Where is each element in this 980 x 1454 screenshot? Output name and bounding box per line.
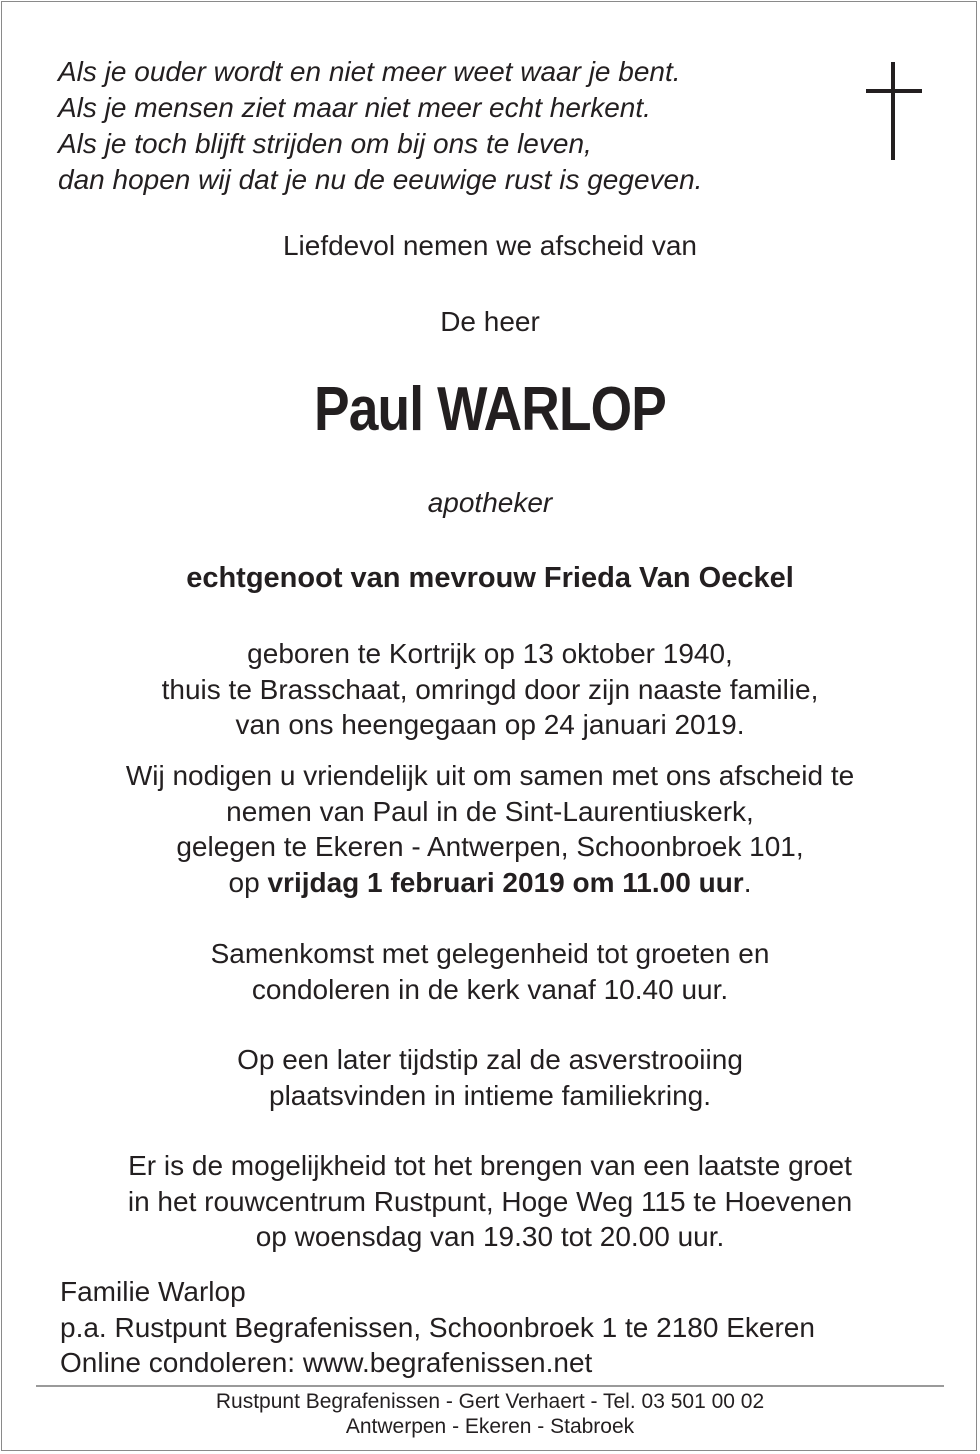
poem-line: Als je toch blijft strijden om bij ons te leven, <box>58 128 592 159</box>
online-condolence-link[interactable]: Online condoleren: www.begrafenissen.net <box>60 1347 593 1378</box>
deceased-name: Paul WARLOP <box>314 375 666 444</box>
footer-line: Rustpunt Begrafenissen - Gert Verhaert - Tel. 03 501 00 02 <box>215 1390 765 1413</box>
visit-line: Er is de mogelijkheid tot het brengen van een laatste groet <box>128 1150 852 1181</box>
family-name: Familie Warlop <box>60 1276 246 1307</box>
detail-line: geboren te Kortrijk op 13 oktober 1940, <box>247 638 733 669</box>
invite-line: gelegen te Ekeren - Antwerpen, Schoonbroek 101, <box>176 831 804 862</box>
intro-text: Liefdevol nemen we afscheid van <box>282 230 698 261</box>
poem-line: dan hopen wij dat je nu de eeuwige rust is gegeven. <box>58 164 703 195</box>
poem <box>58 54 702 198</box>
detail-line: thuis te Brasschaat, omringd door zijn naaste familie, <box>161 673 819 705</box>
poem-line: Als je mensen ziet maar niet meer echt herkent. <box>58 92 651 123</box>
gathering-info <box>0 936 980 1007</box>
profession: apotheker <box>427 487 553 518</box>
funeral-invitation <box>0 758 980 900</box>
gathering-line: Samenkomst met gelegenheid tot groeten en <box>210 938 770 969</box>
detail-line: van ons heengegaan op 24 januari 2019. <box>235 709 745 740</box>
invite-line: nemen van Paul in de Sint-Laurentiuskerk, <box>226 795 754 827</box>
visit-line: in het rouwcentrum Rustpunt, Hoge Weg 115 te Hoevenen <box>127 1185 853 1217</box>
footer-divider <box>36 1385 944 1387</box>
cross-icon <box>864 62 924 160</box>
footer-line: Antwerpen - Ekeren - Stabroek <box>345 1415 635 1438</box>
funeral-date: vrijdag 1 februari 2019 om 11.00 uur <box>267 866 744 898</box>
scatter-line: plaatsvinden in intieme familiekring. <box>269 1079 711 1111</box>
scatter-line: Op een later tijdstip zal de asverstrooiing <box>237 1044 743 1075</box>
date-suffix: . <box>743 866 752 898</box>
invite-date-line <box>0 865 980 901</box>
poem-line: Als je ouder wordt en niet meer weet waar je bent. <box>58 56 681 87</box>
funeral-home-footer <box>0 1389 980 1439</box>
ash-scattering-info <box>0 1042 980 1113</box>
gathering-line: condoleren in de kerk vanaf 10.40 uur. <box>251 973 729 1005</box>
spouse-line: echtgenoot van mevrouw Frieda Van Oeckel <box>186 562 794 594</box>
invite-line: Wij nodigen u vriendelijk uit om samen met ons afscheid te <box>125 760 855 791</box>
birth-death-details <box>0 636 980 743</box>
honorific: De heer <box>440 306 540 337</box>
date-prefix: op <box>228 866 268 898</box>
visitation-info <box>0 1148 980 1255</box>
visit-line: op woensdag van 19.30 tot 20.00 uur. <box>255 1221 725 1252</box>
family-contact <box>60 1274 815 1381</box>
contact-address: p.a. Rustpunt Begrafenissen, Schoonbroek 1 te 2180 Ekeren <box>60 1311 815 1343</box>
